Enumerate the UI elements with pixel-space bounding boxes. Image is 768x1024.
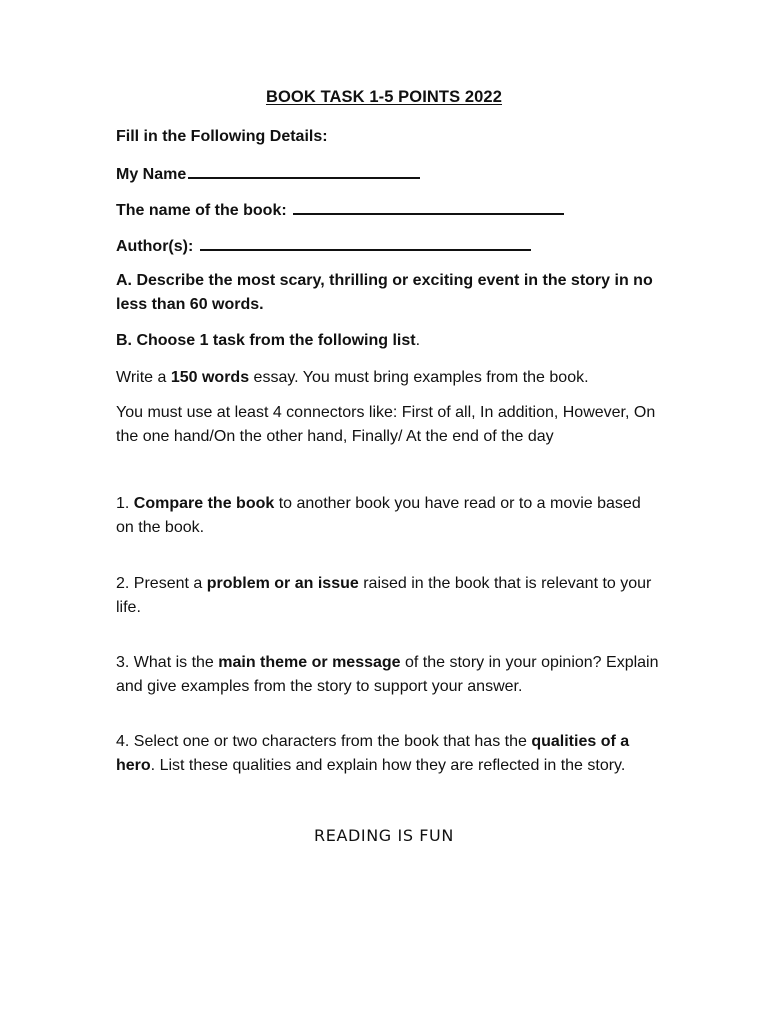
write-instruction-pre: Write a [116, 369, 171, 386]
word-count-emphasis: 150 words [170, 369, 250, 386]
task-3-emphasis: main theme or message [218, 654, 401, 671]
task-item-2 [116, 572, 661, 620]
book-name-label: The name of the book: [116, 202, 287, 219]
footer-slogan: READING IS FUN [314, 826, 454, 845]
authors-field [116, 233, 661, 259]
task-3-post: of the story in your opinion? Explain and give examples from the story to support your answer. [116, 654, 659, 695]
task-4-pre: 4. Select one or two characters from the book that has the [116, 733, 532, 750]
my-name-blank [188, 161, 420, 179]
task-2-post: raised in the book that is relevant to your life. [116, 575, 652, 616]
task-item-3 [116, 651, 661, 699]
task-1-emphasis: Compare the book [133, 495, 275, 512]
my-name-field [116, 161, 661, 187]
task-4-emphasis: qualities of a hero [116, 733, 630, 774]
section-a-prompt: A. Describe the most scary, thrilling or exciting event in the story in no less than 60 words. [116, 272, 653, 313]
page-title: BOOK TASK 1-5 POINTS 2022 [265, 88, 502, 106]
authors-label: Author(s): [116, 238, 194, 255]
task-1-pre: 1. [116, 495, 134, 512]
task-item-4 [116, 730, 661, 778]
task-2-emphasis: problem or an issue [206, 575, 359, 592]
my-name-label: My Name [116, 166, 187, 183]
authors-blank [200, 233, 531, 251]
task-1-post: to another book you have read or to a movie based on the book. [116, 495, 641, 536]
task-4-post: . List these qualities and explain how they are reflected in the story. [150, 757, 626, 774]
write-instruction-post: essay. You must bring examples from the book. [249, 369, 589, 386]
section-b-period: . [415, 332, 421, 349]
book-name-blank [293, 197, 564, 215]
write-instruction [116, 366, 661, 390]
fill-in-heading: Fill in the Following Details: [116, 128, 328, 145]
book-name-field [116, 197, 661, 223]
task-item-1 [116, 492, 661, 540]
task-3-pre: 3. What is the [116, 654, 219, 671]
connectors-instruction: You must use at least 4 connectors like: First of all, In addition, However, On the one hand/On the other hand, Finally/ At the end of the day [116, 404, 656, 445]
section-b-prompt [116, 329, 661, 353]
task-2-pre: 2. Present a [116, 575, 207, 592]
section-b-label: B. Choose 1 task from the following list [116, 332, 416, 349]
